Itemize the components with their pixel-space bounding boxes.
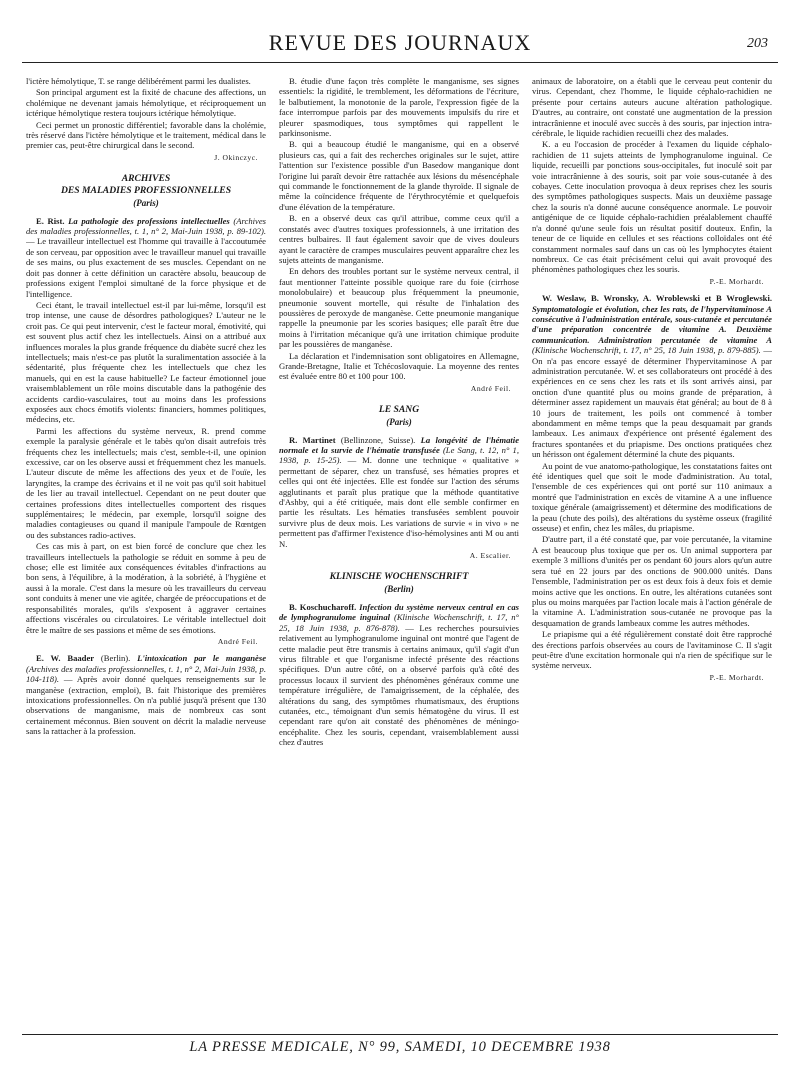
paragraph: B. étudie d'une façon très complète le manganisme, ses signes essentiels: la rigidité, le tremblement, les déformations de l'écriture, le balbutiement, la monotonie de la parole, l'expression figée de la face interrompue parfois par des mouvements impulsifs du rire et pleurer spasmodiques, tous symptômes qui rappellent le parkinsonisme. [279, 76, 519, 139]
article-reference: (Klinische Wochenschrift, t. 17, n° 25, 18 Juin 1938, p. 879-885). [532, 345, 761, 356]
article-text: — Le travailleur intellectuel est l'homme qui travaille à l'accoutumée de son cerveau, par opposition avec le travailleur manuel qui travaille de ses mains, ou plus exactement de ses muscles. Cependant on ne doit pas donner à cette définition un caractère absolu, beaucoup de professions exigent l'emploi simultané de la force physique et de l'intelligence. [26, 236, 266, 299]
footer-rule [22, 1034, 778, 1035]
paragraph: Le priapisme qui a été régulièrement constaté doit être rapproché des érections parfois observées au cours de l'avitaminose C. Il s'agit peut-être d'une excitation hormonale qui n'a rien de spécifique sur le système nerveux. [532, 629, 772, 671]
signature: P.-E. Morhardt. [709, 276, 764, 286]
section-city: (Paris) [133, 198, 159, 209]
article-author: R. Martinet [289, 434, 336, 445]
article-title: La pathologie des professions intellectuelles [68, 215, 230, 226]
paragraph: D'autre part, il a été constaté que, par voie percutanée, la vitamine A est beaucoup plus toxique que per os. Un animal supportera par exemple 3 millions d'unités per os pendant 60 jours alors qu'un autre sera tué en 22 jours par des onctions de 900.000 unités. Dans l'ensemble, l'administration per os est deux fois à deux fois et demie moins active que les onctions. En outre, les altérations cutanées sont plus ou moins marquées par l'action locale mais à l'action générale de la vitamine A. L'administration sous-cutanée ne provoque pas la desquamation de grands lambeaux comme les autres méthodes. [532, 534, 772, 628]
section-city: (Berlin) [384, 584, 414, 595]
paragraph: K. a eu l'occasion de procéder à l'examen du liquide céphalo-rachidien de 11 sujets atteints de lymphogranulome inguinal. Ce liquide, recueilli par ponctions sous-occipitales, fut inoculé soit par voie intracrânienne à des souris, soit par voie sous-cutanée à des cobayes. Cette inoculation provoqua à deux reprises chez les souris des symptômes pathologiques suspects. Mais un deuxième passage chez la souris n'a donné aucune conséquence anormale. Le pouvoir antigénique de ce liquide céphalo-rachidien préalablement chauffé n'a donné qu'une seule fois un résultat positif douteux. Enfin, la teneur de ce liquide en cellules et ses réactions colloïdales ont été constamment normales sauf dans un cas où les lymphocytes étaient nombreux. Ce cas était précisément celui qui avait provoqué des phénomènes pathologiques chez les souris. [532, 139, 772, 275]
article-city: (Berlin). [100, 653, 131, 664]
journal-title: REVUE DES JOURNAUX [268, 30, 532, 55]
paragraph: B. en a observé deux cas qu'il attribue, comme ceux qu'il a constatés avec d'autres toxiques professionnels, à une irritation des centres bulbaires. Il faut également savoir que de vives douleurs ayant le caractère de crampes musculaires peuvent apparaître chez les sujets atteints de manganisme. [279, 213, 519, 265]
article-title: Symptomatologie et évolution, chez les rats, de l'hypervitaminose A consécutive à l'administration entérale, sous-cutanée et percutanée d'une préparation concentrée de vitamine A. Deuxième communication. Administration percutanée de vitamine A [532, 303, 772, 345]
paragraph: Au point de vue anatomo-pathologique, les constatations faites ont été identiques quel que soit le mode d'administration. Au total, l'ensemble de ces expériences qui ont porté sur 110 animaux a montré que l'administration en excès de vitamine A a une influence toxique générale (amaigrissement) et détermine des modifications de la peau (chute des poils), des altérations du système osseux (fragilité osseuse) et enfin, chez les mâles, du priapisme. [532, 460, 772, 534]
signature: A. Escalier. [469, 551, 511, 561]
article-author: E. W. Baader [36, 653, 95, 664]
column-middle [279, 76, 519, 1026]
article-text: — On n'a pas encore essayé de déterminer l'hypervitaminose A par administration percutanée. W. et ses collaborateurs ont procédé à des expériences en ce sens chez les rats et ils sont arrivés ainsi, par onction d'une quantité plus ou moins grande de préparation, à déterminer assez rapidement un mauvais état général; au bout de 8 à 10 jours de traitement, les poils ont commencé à tomber abondamment en même temps que la peau desquamait par grands lambeaux. Les animaux d'expérience ont présenté également des fractures spontanées et du priapisme. Des onctions pratiquées chez un hérisson ont également déterminé la chute des piquants. [532, 345, 772, 460]
article-text: — Les recherches poursuivies relativement au lymphogranulome inguinal ont montré que l'agent de cette maladie peut être transmis à certains animaux, qu'il s'agit d'un virus filtrable et que l'organisme infecté présente des réactions spécifiques. D'un autre côté, on a observé parfois qu'à côté des processus locaux il survient des phénomènes généraux comme une température irrégulière, de l'amaigrissement, de la céphalée, des altérations du sang, des symptômes rhumatismaux, des éruptions cutanées, etc., témoignant d'un semis hématogène du virus. Il est cependant rare qu'on ait constaté des phénomènes de méningo-encéphalite. Chez les souris, cependant, vraisemblablement aussi chez d'autres [279, 622, 519, 748]
article-text: — M. donne une technique « qualitative » permettant de séparer, chez un transfusé, ses hématies propres et celles qui ont été injectées. Elle est fondée sur l'action des sérums agglutinants et paraît plus pratique que la méthode quantitative d'Ashby, qui a été critiquée, mais dont elle semble confirmer en partie les résultats. Les hématies transfusées semblent pouvoir survivre plus de deux mois. Les variations de survie « in vivo » ne permettent pas d'affirmer l'existence d'iso-hémolysines anti M ou anti N. [279, 455, 519, 549]
article-entry [26, 653, 266, 736]
article-entry [26, 216, 266, 299]
signature: J. Okinczyc. [214, 152, 258, 162]
signature: André Feil. [470, 383, 511, 393]
paragraph: B. qui a beaucoup étudié le manganisme, qui en a observé plusieurs cas, qui a fait des recherches originales sur le sujet, attire l'attention sur l'existence possible d'un Basedow manganique dont l'origine lui paraît devoir être rattachée aux lésions du mésencéphale qui commande le fonctionnement de la glande thyroïde. Il signale de même la coïncidence fréquente de l'érythrocytémie et quelquefois d'une élévation de la température. [279, 139, 519, 212]
page-footer [22, 1034, 778, 1058]
paragraph: Ceci étant, le travail intellectuel est-il par lui-même, lorsqu'il est trop intense, une cause de désordres pathologiques? L'auteur ne le croit pas. Ce qui peut intervenir, c'est le facteur moral, émotivité, qui est souvent plus actif chez les intellectuels. Ainsi on a attribué aux influences morales la plus grande fréquence du diabète sucré chez les intellectuels; mais n'est-ce pas plutôt la suralimentation associée à la sédentarité, plus fréquente chez les intellectuels que chez les manuels, qui en est la cause habituelle? Le facteur émotionnel joue vraisemblablement un rôle moins discutable dans la pathogénie des accidents cardio-vasculaires, tout au moins dans les professions exposées aux chocs émotifs violents: financiers, hommes politiques, médecins, etc. [26, 299, 266, 425]
paragraph: l'ictère hémolytique, T. se range délibérément parmi les dualistes. [26, 76, 251, 86]
column-left [26, 76, 266, 1026]
section-title: LE SANG [378, 404, 420, 416]
article-text: — Après avoir donné quelques renseignements sur le manganèse (extraction, emploi), B. fait l'historique des premières intoxications professionnelles. On n'a publié jusqu'à présent que 130 observations de manganisme, mais de nombreux cas sont certainement méconnus. Bien souvent on décrit la maladie nerveuse sans la rattacher à la profession. [26, 674, 266, 737]
article-title: L'intoxication par le manganèse [137, 653, 266, 664]
footer-issue-line: LA PRESSE MEDICALE, N° 99, SAMEDI, 10 DECEMBRE 1938 [189, 1039, 611, 1055]
signature: P.-E. Morhardt. [709, 672, 764, 682]
signature: André Feil. [217, 636, 258, 646]
section-title: KLINISCHE WOCHENSCHRIFT [329, 571, 469, 583]
section-title: ARCHIVES [121, 173, 171, 185]
paragraph: Ceci permet un pronostic différentiel; favorable dans la cholémie, très réservé dans l'ictère hémolytique et le traitement, médical dans le premier cas, peut-être chirurgical dans le second. [26, 119, 266, 151]
article-reference: (Archives des maladies professionnelles, t. 1, n° 2, Mai-Juin 1938, p. 104-118). [26, 663, 266, 685]
article-reference: (Le Sang, t. 12, n° 1, 1938, p. 15-25). [279, 445, 519, 466]
article-author: E. Rist. [36, 215, 65, 226]
article-author: B. Koschucharoff. [289, 601, 357, 612]
article-author: W. Weslaw, B. Wronsky, A. Wroblewski et B Wroglewski. [542, 293, 772, 304]
paragraph: animaux de laboratoire, on a établi que le cerveau peut contenir du virus. Cependant, chez l'homme, le liquide céphalo-rachidien ne présente pour certains auteurs aucune altération pathologique. D'autres, au contraire, ont constaté une augmentation de la pression intracrânienne et inoculé avec succès à des souris, par injection intra-cérébrale, le liquide rachidien recueilli chez des malades. [532, 76, 772, 139]
page-number: 203 [747, 36, 768, 51]
page-header [22, 30, 778, 66]
article-entry [279, 602, 519, 748]
paragraph: Parmi les affections du système nerveux, R. prend comme exemple la paralysie générale et le tabès qu'on disait autrefois très fréquents chez les intellectuels; mais c'est, semble-t-il, une opinion excessive, car on les observe aussi et fréquemment chez les manuels. L'auteur discute de même les affections des yeux et de l'ouïe, les laryngites, la crampe des écrivains et il ne voit pas qu'il soit habituel de les lier au travail intellectuel. Cependant on ne peut douter que certaines professions dites intellectuelles comportent des risques supplémentaires; le médecin, par exemple, lorsqu'il soigne des maladies contagieuses ou quand il manipule l'ampoule de Rœntgen ou des substances radio-actives. [26, 425, 266, 540]
paragraph: Ces cas mis à part, on est bien forcé de conclure que chez les travailleurs intellectuels la pathologie se réduit en somme à peu de chose; elle est limitée aux conséquences évitables d'infractions au bon sens, à l'équilibre, à la modération, à la sobriété, à l'hygiène et aussi à la morale. C'est dans la mesure où les travailleurs du cerveau sont conduits à mener une vie agitée, chargée de préoccupations et de responsabilités morales, qu'ils s'exposent à aggraver certaines affections viscérales ou circulatoires. Le véritable intellectuel doit être le maître de ses passions et même de ses émotions. [26, 541, 266, 635]
paragraph: Son principal argument est la fixité de chacune des affections, un cholémique ne devenant jamais hémolytique, et réciproquement un ictérique hémolytique restera toujours ictérique hémolytique. [26, 87, 266, 119]
article-title: La longévité de l'hématie normale et la survie de l'hématie transfusée [279, 434, 519, 455]
section-title: DES MALADIES PROFESSIONNELLES [60, 185, 232, 197]
section-city: (Paris) [386, 417, 412, 428]
header-rule [22, 62, 778, 63]
article-entry [532, 293, 772, 460]
article-entry [279, 435, 519, 549]
paragraph: En dehors des troubles portant sur le système nerveux central, il faut mentionner l'atteinte possible quoique rare du foie (cirrhose monolobulaire) et beaucoup plus fréquemment la pneumonie, pneumonie souvent mortelle, qui résulte de l'inhalation des poussières de peroxyde de manganèse. Cette pneumonie manganique rappelle la pneumonie par les scories basiques; elle paraît être due moins à l'irritation mécanique qu'à une irritation chimique produite par les poussières de manganèse. [279, 266, 519, 350]
article-title: Infection du système nerveux central en cas de lymphogranulome inguinal [279, 601, 519, 623]
article-city: (Bellinzone, Suisse). [340, 434, 416, 445]
column-right [532, 76, 772, 1026]
paragraph: La déclaration et l'indemnisation sont obligatoires en Allemagne, Grande-Bretagne, Italie et Tchécoslovaquie. La moyenne des rentes est évaluée entre 80 et 100 pour 100. [279, 350, 519, 382]
article-reference: (Klinische Wochenschrift, t. 17, n° 25, 18 Juin 1938, p. 876-878). [279, 612, 519, 633]
article-reference: (Archives des maladies professionnelles, t. 1, n° 2, Mai-Juin 1938, p. 89-102). [26, 215, 266, 237]
